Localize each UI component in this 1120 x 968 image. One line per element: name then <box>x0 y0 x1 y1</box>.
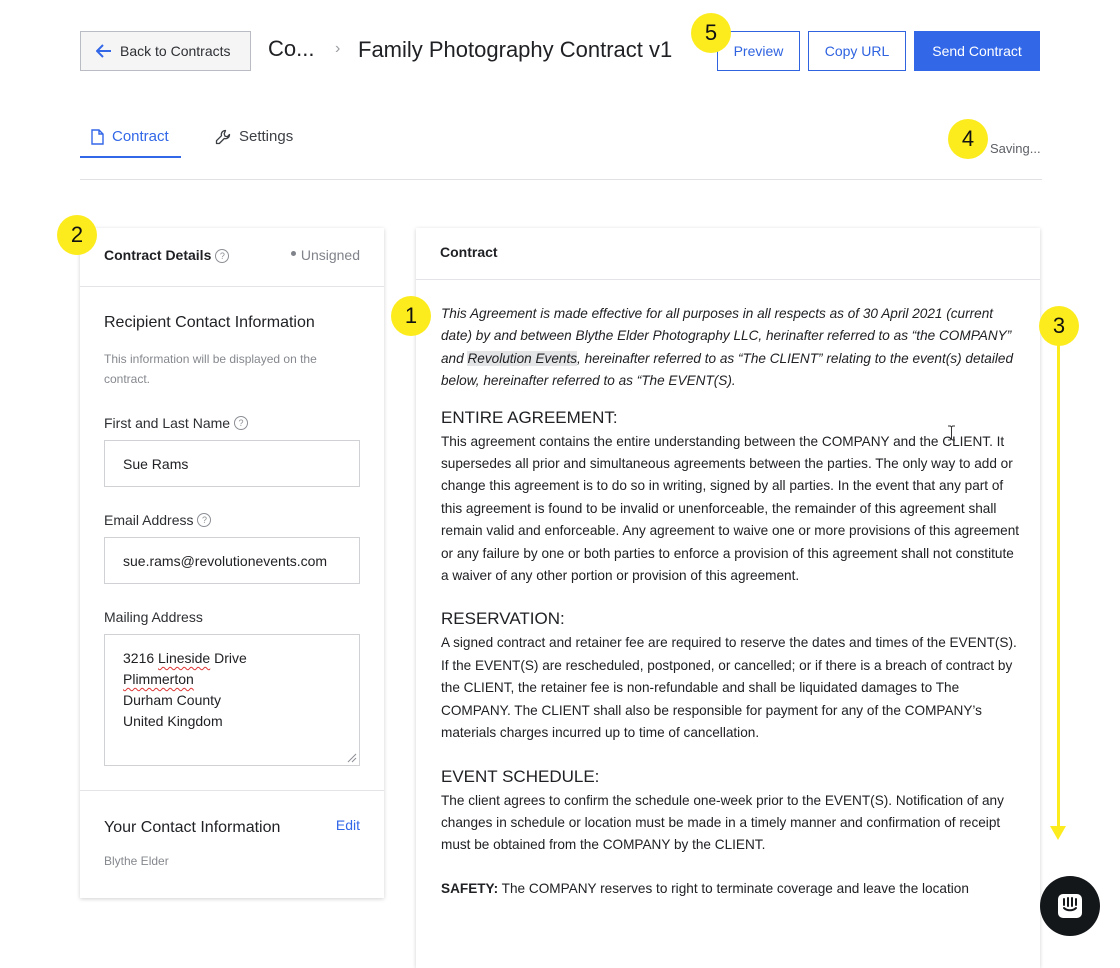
status-badge <box>291 247 360 263</box>
tabs-divider <box>80 179 1042 180</box>
contract-details-title <box>104 247 229 263</box>
preview-button[interactable]: Preview <box>717 31 800 71</box>
name-label-text: First and Last Name <box>104 415 231 431</box>
name-label <box>104 415 248 431</box>
contract-details-title-text: Contract Details <box>104 247 212 263</box>
annotation-badge-3: 3 <box>1039 306 1079 346</box>
address-street-suffix: Drive <box>210 650 247 666</box>
contract-details-header <box>80 228 384 287</box>
help-icon[interactable]: ? <box>234 416 248 430</box>
email-label <box>104 512 211 528</box>
address-line-4: United Kingdom <box>123 713 223 729</box>
email-label-text: Email Address <box>104 512 194 528</box>
status-text: Unsigned <box>300 247 360 263</box>
name-field[interactable]: Sue Rams <box>104 440 360 487</box>
edit-contact-link[interactable]: Edit <box>335 817 360 833</box>
save-status: Saving... <box>990 141 1041 156</box>
back-to-contracts-button[interactable] <box>80 31 251 71</box>
email-field[interactable]: sue.rams@revolutionevents.com <box>104 537 360 584</box>
back-label: Back to Contracts <box>120 43 231 59</box>
address-street-misspelled: Lineside <box>158 650 211 666</box>
arrow-down-icon <box>1050 826 1066 840</box>
tab-contract-label: Contract <box>112 128 169 145</box>
panel-divider <box>80 790 384 791</box>
help-icon[interactable]: ? <box>197 513 211 527</box>
scroll-arrow-line <box>1057 344 1060 828</box>
help-icon[interactable]: ? <box>215 249 229 263</box>
address-line-2 <box>123 669 341 690</box>
text-cursor-icon <box>947 425 956 441</box>
tab-settings[interactable] <box>215 128 293 158</box>
mailing-address-field[interactable] <box>104 634 360 766</box>
tab-contract[interactable] <box>80 128 181 158</box>
contract-panel <box>416 228 1040 968</box>
section-body: This agreement contains the entire understanding between the COMPANY and the CLIENT. It supersedes all prior and simultaneous agreements between the parties. The only way to add or change this agreement is to do so in writing, signed by all parties. In the event that any part of this agreement is found to be invalid or unenforceable, the remainder of this agreement shall remain valid and enforceable. Any agreement to waive one or more provisions of this agreement or any failure by one or both parties to enforce a provision of this agreement shall not constitute a waiver of any other portion or provision of this agreement. <box>441 433 1020 584</box>
status-dot-icon <box>291 251 296 256</box>
chevron-right-icon: › <box>335 40 341 57</box>
safety-text: The COMPANY reserves to right to terminate coverage and leave the location <box>498 880 969 896</box>
annotation-badge-1: 1 <box>391 296 431 336</box>
wrench-icon <box>215 129 231 145</box>
recipient-hint: This information will be displayed on the contract. <box>104 352 317 386</box>
annotation-badge-4: 4 <box>948 119 988 159</box>
client-name-highlight: Revolution Events <box>467 350 578 366</box>
address-town: Plimmerton <box>123 671 194 687</box>
contract-editor[interactable] <box>441 303 1021 900</box>
annotation-badge-2: 2 <box>57 215 97 255</box>
tab-settings-label: Settings <box>239 128 294 145</box>
arrow-left-icon <box>96 44 112 58</box>
chat-icon <box>1055 891 1085 921</box>
page-title: Family Photography Contract v1 <box>358 37 673 62</box>
breadcrumb-parent[interactable]: Co... <box>268 36 315 61</box>
intro-text-end: , hereinafter referred to as “The CLIENT” relating to the event(s) detailed below, hereinafter referred to as “The EVENT(S). <box>441 350 1014 389</box>
mailing-label: Mailing Address <box>104 609 203 625</box>
section-heading: ENTIRE AGREEMENT: <box>441 407 618 427</box>
copy-url-button[interactable]: Copy URL <box>808 31 906 71</box>
intro-text-start: This Agreement is made effective for all purposes in all respects as of 30 April 2021 (current date) by and between Blythe Elder Photography LLC, herinafter referred to as “the COMPANY” and <box>441 306 1012 366</box>
section-body: The client agrees to confirm the schedule one-week prior to the EVENT(S). Notification of any changes in schedule or location must be made in a timely manner and confirmation of receipt must be obtained from the COMPANY by the CLIENT. <box>441 792 1004 853</box>
your-contact-name: Blythe Elder <box>104 854 169 868</box>
section-heading: EVENT SCHEDULE: <box>441 766 600 786</box>
section-body: A signed contract and retainer fee are required to reserve the dates and times of the EVENT(S). If the EVENT(S) are rescheduled, postponed, or cancelled; or if there is a breach of contract by the CLIENT, the retainer fee is non-refundable and shall be liquidated damages to The COMPANY. The CLIENT shall also be responsible for payment for any of the COMPANY’s materials charges incurred up to time of cancellation. <box>441 635 1017 741</box>
resize-grip-icon[interactable] <box>347 753 357 763</box>
address-line-3: Durham County <box>123 692 222 708</box>
address-line-1 <box>123 648 341 669</box>
contract-intro <box>441 303 1021 393</box>
safety-paragraph <box>441 878 1021 900</box>
section-heading: RESERVATION: <box>441 609 565 629</box>
annotation-badge-5: 5 <box>691 13 731 53</box>
safety-label: SAFETY: <box>441 880 499 896</box>
contract-panel-title: Contract <box>416 228 1040 280</box>
send-contract-button[interactable]: Send Contract <box>914 31 1040 71</box>
chat-support-button[interactable] <box>1040 876 1100 936</box>
address-number: 3216 <box>123 650 159 666</box>
document-icon <box>90 129 104 145</box>
contract-details-panel <box>80 228 384 898</box>
recipient-section-title: Recipient Contact Information <box>104 314 315 331</box>
your-contact-title: Your Contact Information <box>104 819 281 836</box>
